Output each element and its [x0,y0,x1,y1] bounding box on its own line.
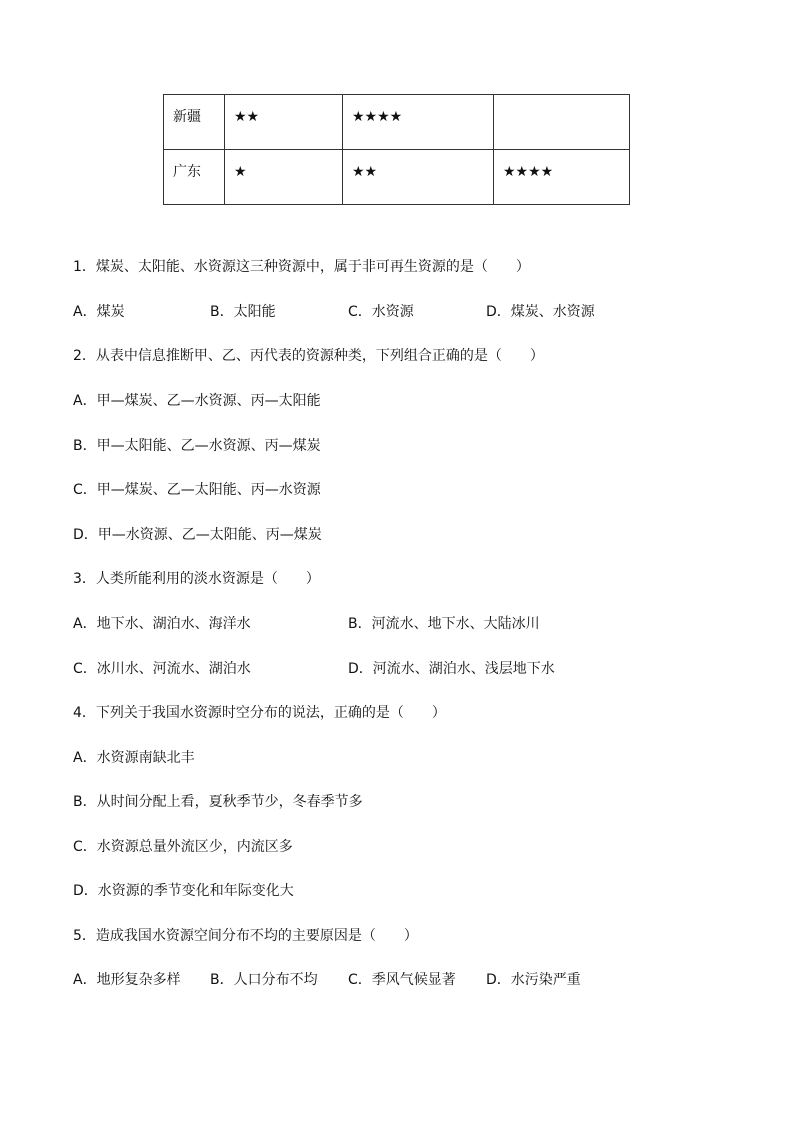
question-4-option-d: D．水资源的季节变化和年际变化大 [73,883,294,899]
table-cell [494,95,630,150]
question-1-option-d: D．煤炭、水资源 [486,304,595,320]
question-1-option-b: B．太阳能 [210,304,276,320]
question-2-stem: 2．从表中信息推断甲、乙、丙代表的资源种类，下列组合正确的是（ ） [73,348,544,364]
question-3-option-b: B．河流水、地下水、大陆冰川 [348,616,540,632]
table-cell-region: 新疆 [164,95,225,150]
question-3-option-c: C．冰川水、河流水、湖泊水 [73,661,251,677]
question-4-option-c: C．水资源总量外流区少，内流区多 [73,839,293,855]
question-4-option-a: A．水资源南缺北丰 [73,750,195,766]
table-cell: ★★★★ [343,95,494,150]
question-3-option-a: A．地下水、湖泊水、海洋水 [73,616,251,632]
table-row [164,150,630,205]
question-2-option-b: B．甲—太阳能、乙—水资源、丙—煤炭 [73,438,321,454]
question-2-option-c: C．甲—煤炭、乙—太阳能、丙—水资源 [73,482,321,498]
question-3-stem: 3．人类所能利用的淡水资源是（ ） [73,571,320,587]
resource-table [163,94,630,205]
question-2-option-d: D．甲—水资源、乙—太阳能、丙—煤炭 [73,527,322,543]
question-5-option-c: C．季风气候显著 [348,972,456,988]
question-1-option-a: A．煤炭 [73,304,125,320]
table-cell: ★★ [343,150,494,205]
question-4-stem: 4．下列关于我国水资源时空分布的说法，正确的是（ ） [73,705,446,721]
question-3-option-d: D．河流水、湖泊水、浅层地下水 [348,661,555,677]
question-1-option-c: C．水资源 [348,304,414,320]
question-1-stem: 1．煤炭、太阳能、水资源这三种资源中，属于非可再生资源的是（ ） [73,259,530,275]
table-cell-region: 广东 [164,150,225,205]
question-4-option-b: B．从时间分配上看，夏秋季节少，冬春季节多 [73,794,363,810]
table-row [164,95,630,150]
table-cell: ★ [225,150,343,205]
table-cell: ★★★★ [494,150,630,205]
question-2-option-a: A．甲—煤炭、乙—水资源、丙—太阳能 [73,393,321,409]
table-cell: ★★ [225,95,343,150]
question-5-option-b: B．人口分布不均 [210,972,318,988]
question-5-option-d: D．水污染严重 [486,972,581,988]
question-5-stem: 5．造成我国水资源空间分布不均的主要原因是（ ） [73,928,418,944]
question-5-option-a: A．地形复杂多样 [73,972,181,988]
